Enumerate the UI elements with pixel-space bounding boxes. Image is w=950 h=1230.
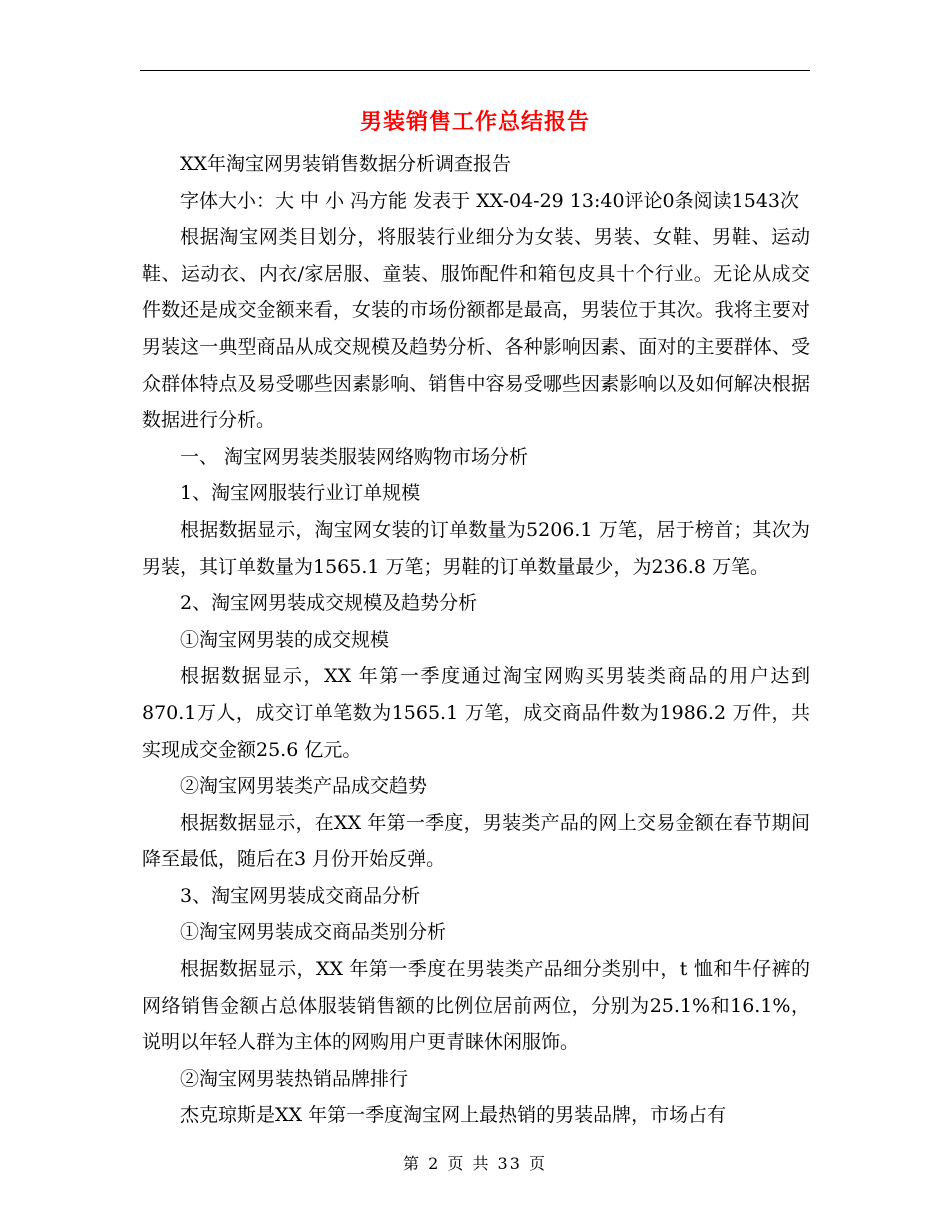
- paragraph-brands: 杰克琼斯是XX 年第一季度淘宝网上最热销的男装品牌，市场占有: [180, 1104, 727, 1127]
- item-heading-2-2: ②淘宝网男装类产品成交趋势: [180, 775, 428, 798]
- paragraph-categories: 根据数据显示，XX 年第一季度在男装类产品细分类别中，t 恤和牛仔裤的网络销售金额占总体服装销售额的比例位居前两位，分别为25.1%和16.1%，说明以年轻人群为主体的网购用户更青睐休闲服饰。: [142, 958, 810, 1054]
- item-heading-3-2: ②淘宝网男装热销品牌排行: [180, 1067, 409, 1090]
- paragraph-trend: 根据数据显示，在XX 年第一季度，男装类产品的网上交易金额在春节期间降至最低，随后在3 月份开始反弹。: [142, 811, 810, 871]
- subsection-heading-2: 2、淘宝网男装成交规模及趋势分析: [180, 592, 478, 615]
- item-heading-2-1: ①淘宝网男装的成交规模: [180, 628, 390, 651]
- paragraph-scale: 根据数据显示，XX 年第一季度通过淘宝网购买男装类商品的用户达到870.1万人，成交订单笔数为1565.1 万笔，成交商品件数为1986.2 万件，共实现成交金额25.6 亿元。: [142, 665, 810, 761]
- subsection-heading-1: 1、淘宝网服装行业订单规模: [180, 482, 421, 505]
- report-subtitle: XX年淘宝网男装销售数据分析调查报告: [180, 153, 512, 175]
- article-meta: 字体大小：大 中 小 冯方能 发表于 XX-04-29 13:40评论0条阅读1543次: [180, 189, 800, 212]
- page-number: 第 2 页 共 33 页: [403, 1154, 547, 1173]
- section-heading-1: 一、 淘宝网男装类服装网络购物市场分析: [180, 445, 529, 468]
- document-body: [142, 146, 810, 1134]
- subsection-heading-3: 3、淘宝网男装成交商品分析: [180, 884, 421, 907]
- intro-paragraph: 根据淘宝网类目划分，将服装行业细分为女装、男装、女鞋、男鞋、运动鞋、运动衣、内衣/家居服、童装、服饰配件和箱包皮具十个行业。无论从成交件数还是成交金额来看，女装的市场份额都是最高，男装位于其次。我将主要对男装这一典型商品从成交规模及趋势分析、各种影响因素、面对的主要群体、受众群体特点及易受哪些因素影响、销售中容易受哪些因素影响以及如何解决根据数据进行分析。: [142, 226, 810, 432]
- paragraph-orders: 根据数据显示，淘宝网女装的订单数量为5206.1 万笔，居于榜首；其次为男装，其订单数量为1565.1 万笔；男鞋的订单数量最少，为236.8 万笔。: [142, 518, 810, 578]
- document-title: 男装销售工作总结报告: [359, 110, 590, 135]
- header-rule: [140, 70, 810, 71]
- item-heading-3-1: ①淘宝网男装成交商品类别分析: [180, 921, 447, 944]
